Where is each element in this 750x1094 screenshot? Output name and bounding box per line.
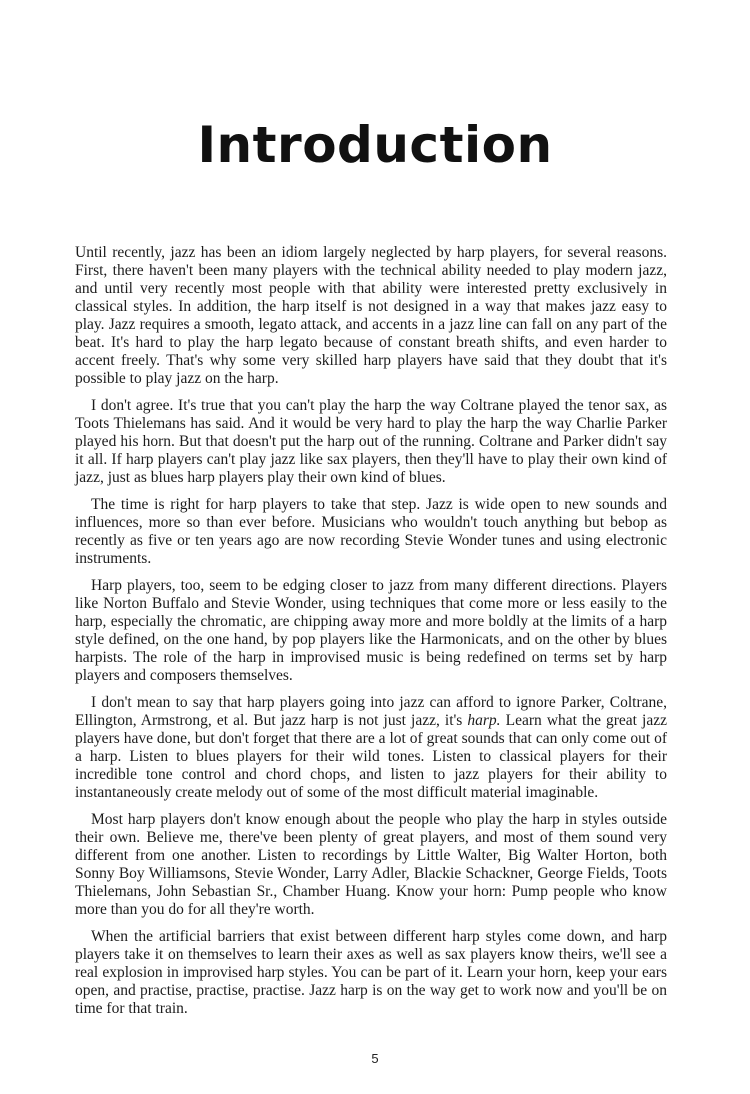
paragraph-6: Most harp players don't know enough about the people who play the harp in styles outside their own. Believe me, there've been plenty of great players, and most of them sound very different from one another. Listen to recordings by Little Walter, Big Walter Horton, both Sonny Boy Williamsons, Stevie Wonder, Larry Adler, Blackie Schackner, George Fields, Toots Thielemans, John Sebastian Sr., Chamber Huang. Know your horn: Pump people who know more than you do for all they're worth. — [75, 811, 667, 918]
paragraph-5-text-before: I don't mean to say that harp players going into jazz can afford to ignore Parker, Coltrane, Ellington, Armstrong, et al. But jazz harp is not just jazz, it's — [75, 694, 667, 729]
paragraph-3: The time is right for harp players to take that step. Jazz is wide open to new sounds and influences, more so than ever before. Musicians who wouldn't touch anything but bebop as recently as five or ten years ago are now recording Stevie Wonder tunes and using electronic instruments. — [75, 496, 667, 567]
paragraph-4: Harp players, too, seem to be edging closer to jazz from many different directions. Players like Norton Buffalo and Stevie Wonder, using techniques that come more or less easily to the harp, especially the chromatic, are chipping away more and more boldly at the limits of a harp style defined, on the one hand, by pop players like the Harmonicats, and on the other by blues harpists. The role of the harp in improvised music is being redefined on terms set by harp players and composers themselves. — [75, 577, 667, 684]
body-text — [75, 244, 667, 1027]
paragraph-5-text-after: Learn what the great jazz players have done, but don't forget that there are a lot of great sounds that can only come out of a harp. Listen to blues players for their wild tones. Listen to classical players for their incredible tone control and chord chops, and listen to jazz players for their ability to instantaneously create melody out of some of the most difficult material imaginable. — [75, 712, 667, 801]
paragraph-5 — [75, 694, 667, 802]
chapter-title: Introduction — [197, 116, 553, 174]
paragraph-1: Until recently, jazz has been an idiom largely neglected by harp players, for several reasons. First, there haven't been many players with the technical ability needed to play modern jazz, and until very recently most people with that ability were interested pretty exclusively in classical styles. In addition, the harp itself is not designed in a way that makes jazz easy to play. Jazz requires a smooth, legato attack, and accents in a jazz line can fall on any part of the beat. It's hard to play the harp legato because of constant breath shifts, and even harder to accent freely. That's why some very skilled harp players have said that they doubt that it's possible to play jazz on the harp. — [75, 244, 667, 387]
page-number: 5 — [371, 1051, 379, 1066]
paragraph-5-emphasis: harp. — [467, 712, 501, 729]
paragraph-7: When the artificial barriers that exist between different harp styles come down, and harp players take it on themselves to learn their axes as well as sax players know theirs, we'll see a real explosion in improvised harp styles. You can be part of it. Learn your horn, keep your ears open, and practise, practise, practise. Jazz harp is on the way get to work now and you'll be on time for that train. — [75, 928, 667, 1017]
paragraph-2: I don't agree. It's true that you can't play the harp the way Coltrane played the tenor sax, as Toots Thielemans has said. And it would be very hard to play the harp the way Charlie Parker played his horn. But that doesn't put the harp out of the running. Coltrane and Parker didn't say it all. If harp players can't play jazz like sax players, then they'll have to play their own kind of jazz, just as blues harp players play their own kind of blues. — [75, 397, 667, 486]
